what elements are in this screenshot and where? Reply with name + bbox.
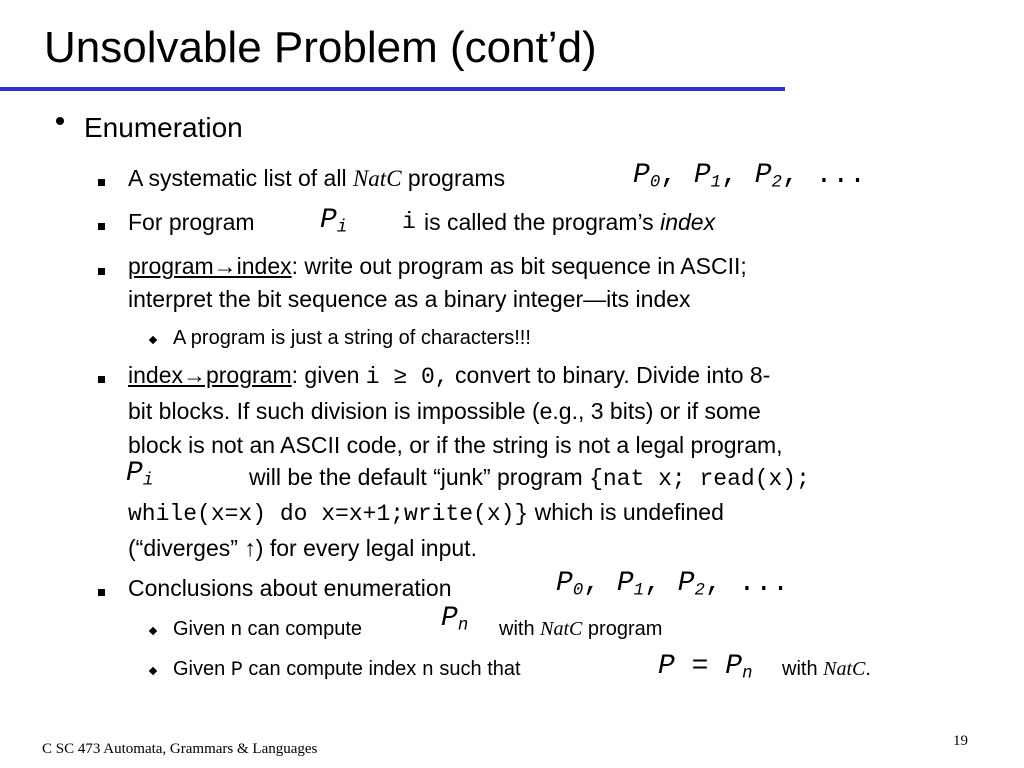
pn-term <box>441 603 468 635</box>
seq-comma: , <box>721 160 738 191</box>
bullet-square <box>98 179 105 186</box>
item4-undefined: which is undefined <box>528 499 724 525</box>
seq-sub2: 2 <box>771 173 782 193</box>
item4-rest1: convert to binary. Divide into 8- <box>448 362 771 388</box>
pn-p: P <box>441 603 458 634</box>
footer-course: C SC 473 Automata, Grammars & Languages <box>42 741 318 757</box>
item1-post: programs <box>401 165 506 191</box>
item5-pre: Conclusions about enumeration <box>128 575 452 601</box>
item5-sub1-post <box>499 617 662 641</box>
eq-rhs-sub: n <box>742 664 753 684</box>
sequence-p0-p1-p2 <box>633 160 866 192</box>
item2-pre: For program <box>128 209 255 235</box>
conc-p2: P <box>677 568 695 599</box>
seq-sub1: 1 <box>710 173 722 193</box>
sub2-natc: NatC <box>823 658 866 680</box>
natc-label: NatC <box>352 166 402 191</box>
bullet-square <box>98 376 105 383</box>
program-pi <box>320 205 347 237</box>
item4-given: : given <box>291 362 366 388</box>
junk-code-2: while(x=x) do x=x+1;write(x)} <box>128 501 529 527</box>
seq-p2: P <box>754 160 772 191</box>
sub2-end: . <box>865 658 871 680</box>
equality-p-pn <box>658 651 752 683</box>
item5-sub2-pre <box>173 657 521 683</box>
eq-sign: = <box>691 651 709 682</box>
item4-line2: bit blocks. If such division is impossible (e.g., 3 bits) or if some <box>128 398 761 424</box>
pi-p: P <box>320 205 337 236</box>
item4-line3: block is not an ASCII code, or if the string is not a legal program, <box>128 432 783 458</box>
bullet-diamond <box>149 627 157 635</box>
program-index-label: program→index <box>128 253 292 279</box>
item3-line1: : write out program as bit sequence in ASCII; <box>291 253 747 279</box>
item-systematic-list <box>128 164 505 193</box>
conc-p0: P <box>556 568 573 599</box>
bullet-diamond <box>149 667 157 675</box>
slide-title: Unsolvable Problem (cont’d) <box>44 23 597 72</box>
conc-comma: , <box>583 568 601 599</box>
item4-condition: i ≥ 0, <box>365 364 449 390</box>
bullet-dot <box>56 117 64 125</box>
pi-sub: i <box>336 218 348 238</box>
item3-line2: interpret the bit sequence as a binary integer—its index <box>128 286 691 312</box>
seq-p0: P <box>633 160 650 191</box>
seq-comma: , <box>660 160 678 191</box>
item2-post <box>424 208 715 236</box>
item-index-to-program <box>128 361 770 391</box>
bullet-square <box>98 223 105 230</box>
sub2-such: such that <box>433 658 521 680</box>
item2-index-word: index <box>660 209 716 235</box>
index-variable: i <box>402 209 416 235</box>
item4-line4 <box>249 463 810 493</box>
bullet-square <box>98 589 105 596</box>
index-program-label: index→program <box>128 362 292 388</box>
seq-p1: P <box>693 160 711 191</box>
item3-sub: A program is just a string of characters!!! <box>173 327 531 349</box>
pn-sub: n <box>457 616 469 636</box>
seq-sub0: 0 <box>649 173 661 193</box>
conc-comma: , <box>644 568 661 599</box>
eq-rhs: P <box>725 651 743 682</box>
junk-pi-p: P <box>126 458 143 489</box>
sub1-with: with <box>499 618 541 640</box>
bullet-square <box>98 268 105 275</box>
junk-code-1: {nat x; read(x); <box>589 466 810 492</box>
level1-heading: Enumeration <box>84 112 243 143</box>
sub2-n: n <box>421 659 434 682</box>
conc-p1: P <box>616 568 634 599</box>
item5-sub2-post <box>782 657 871 681</box>
title-underline <box>0 87 785 91</box>
junk-pi <box>126 458 153 490</box>
item5-sub1-pre: Given n can compute <box>173 618 362 640</box>
item1-pre: A systematic list of all <box>128 165 353 191</box>
conc-sub0: 0 <box>572 581 584 601</box>
sub2-pre: Given <box>173 658 231 680</box>
page-number: 19 <box>953 733 968 749</box>
item4-line6: (“diverges” ↑) for every legal input. <box>128 535 477 561</box>
conc-dots: , ... <box>704 568 789 599</box>
sub1-natc: NatC <box>540 618 583 640</box>
item2-post1: is called the program’s <box>424 209 661 235</box>
sub2-P: P <box>230 659 243 682</box>
item4-line5 <box>128 498 724 528</box>
conc-sub1: 1 <box>633 581 645 601</box>
sub2-mid: can compute index <box>242 658 422 680</box>
item-program-to-index <box>128 252 747 280</box>
sub1-post: program <box>582 618 663 640</box>
sub2-with: with <box>782 658 824 680</box>
item4-junk-text: will be the default “junk” program <box>249 464 590 490</box>
bullet-diamond <box>149 336 157 344</box>
conclusion-sequence <box>556 568 789 600</box>
seq-dots: , ... <box>781 160 866 191</box>
conc-sub2: 2 <box>694 581 705 601</box>
junk-pi-sub: i <box>142 471 154 491</box>
eq-lhs: P <box>658 651 675 682</box>
